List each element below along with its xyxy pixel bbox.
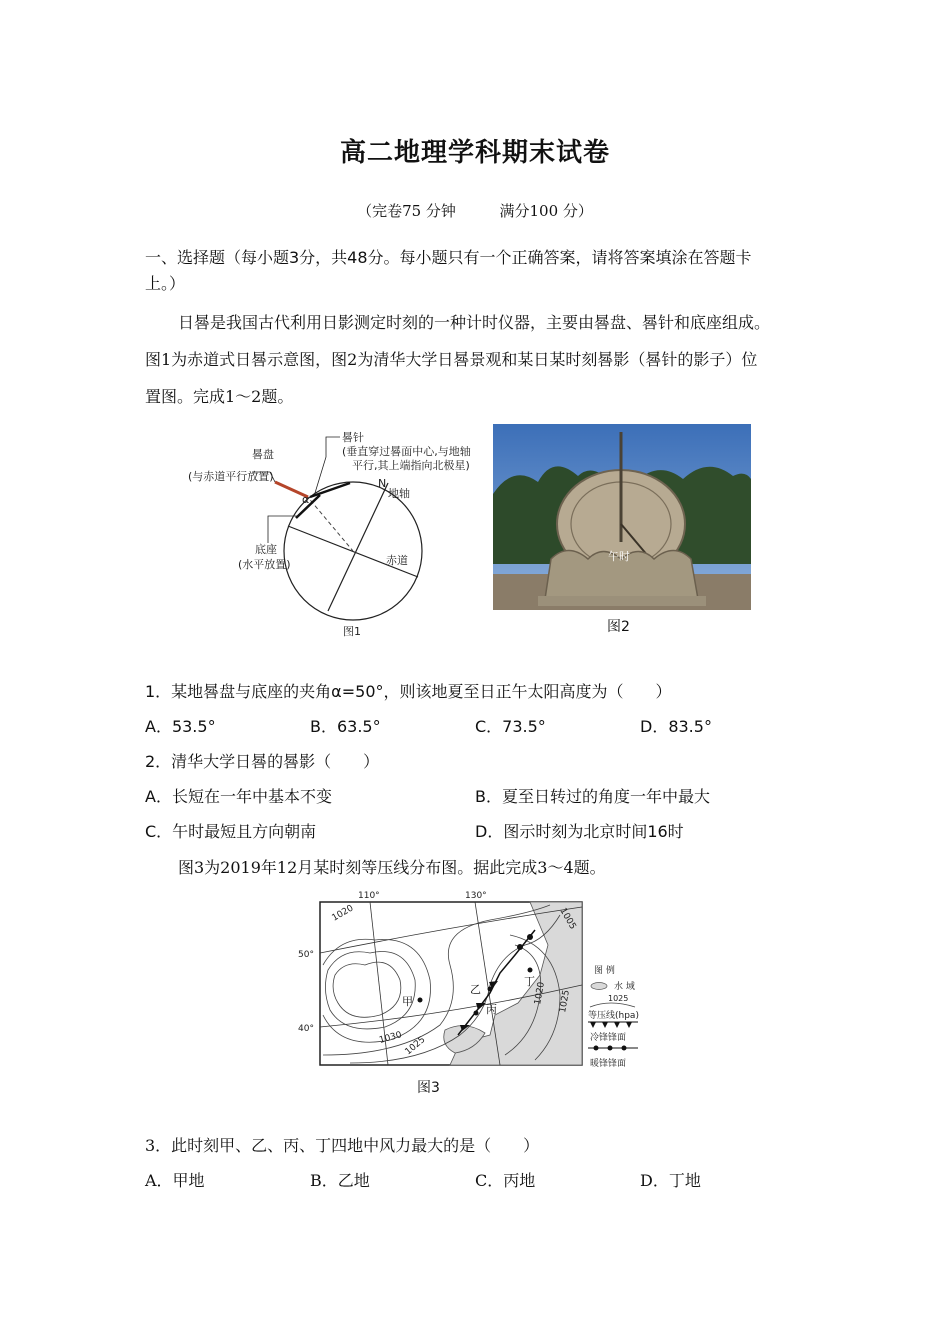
- isobar-1005: 1005: [557, 906, 578, 932]
- q1-option-c: C．73.5°: [475, 717, 546, 736]
- label-base-note: (水平放置): [238, 558, 291, 571]
- q2-option-c: C．午时最短且方向朝南: [145, 822, 317, 841]
- legend-isobar: 等压线(hpa): [588, 1011, 639, 1021]
- q2-option-b: B．夏至日转过的角度一年中最大: [475, 787, 710, 806]
- place-jia: 甲: [402, 995, 413, 1008]
- label-alpha: α: [302, 493, 310, 506]
- map-legend: [588, 964, 639, 1069]
- q2-stem: 2．清华大学日晷的晷影（ ）: [145, 752, 380, 771]
- lat-40: 40°: [298, 1024, 314, 1034]
- label-north: N: [378, 477, 387, 490]
- isobar-1025-east: 1025: [558, 989, 572, 1014]
- place-yi: 乙: [470, 983, 481, 996]
- q3-option-b: B．乙地: [310, 1171, 370, 1190]
- intro1-line3: 置图。完成1～2题。: [145, 387, 294, 406]
- exam-subtitle: [0, 200, 950, 221]
- q3-option-c: C．丙地: [475, 1171, 536, 1190]
- equator-line: [288, 526, 418, 577]
- page-title: 高二地理学科期末试卷: [339, 138, 610, 168]
- figure2-caption: 图2: [607, 619, 630, 635]
- q3-stem: 3．此时刻甲、乙、丙、丁四地中风力最大的是（ ）: [145, 1136, 540, 1155]
- section-heading-line2: 上。）: [145, 274, 186, 293]
- lon-130: 130°: [465, 891, 487, 901]
- exam-time: （完卷75 分钟: [357, 202, 456, 220]
- lat-50: 50°: [298, 950, 314, 960]
- q1-stem: 1．某地晷盘与底座的夹角α=50°，则该地夏至日正午太阳高度为（ ）: [145, 682, 672, 701]
- earth-axis-line: [328, 483, 388, 611]
- q1-option-b: B．63.5°: [310, 717, 381, 736]
- figure2-photo: [493, 424, 751, 610]
- place-ding: 丁: [524, 975, 535, 988]
- place-bing: 丙: [486, 1003, 497, 1016]
- q2-option-a: A．长短在一年中基本不变: [145, 787, 332, 806]
- legend-title: 图 例: [594, 966, 615, 976]
- figure1-diagram: [180, 425, 480, 645]
- figure1-caption: 图1: [343, 625, 361, 638]
- figure3-map: [290, 885, 650, 1075]
- isobar-1030: 1030: [378, 1030, 403, 1046]
- intro2: 图3为2019年12月某时刻等压线分布图。据此完成3～4题。: [178, 858, 606, 877]
- intro1-line2: 图1为赤道式日晷示意图，图2为清华大学日晷景观和某日某时刻晷影（晷针的影子）位: [145, 350, 758, 369]
- legend-isobar-value: 1025: [608, 994, 629, 1003]
- q3-option-a: A．甲地: [145, 1171, 205, 1190]
- label-needle-note1: (垂直穿过晷面中心,与地轴: [342, 445, 471, 458]
- label-needle: 晷针: [342, 431, 364, 444]
- legend-cold-front: 冷锋锋面: [590, 1033, 627, 1043]
- isobar-1020-east: 1020: [533, 981, 547, 1006]
- exam-score: 满分100 分）: [499, 202, 593, 220]
- q3-option-d: D．丁地: [640, 1171, 701, 1190]
- q1-option-a: A．53.5°: [145, 717, 216, 736]
- label-dial-note: (与赤道平行放置): [188, 470, 274, 483]
- q1-option-d: D．83.5°: [640, 717, 712, 736]
- label-dial: 晷盘: [252, 448, 274, 461]
- intro1-line1: 日晷是我国古代利用日影测定时刻的一种计时仪器，主要由晷盘、晷针和底座组成。: [178, 313, 771, 332]
- lon-110: 110°: [358, 891, 380, 901]
- label-base: 底座: [255, 543, 277, 556]
- isobar-1025-south: 1025: [403, 1034, 428, 1058]
- label-earth-axis: 地轴: [388, 487, 410, 500]
- section-heading-line1: 一、选择题（每小题3分，共48分。每小题只有一个正确答案，请将答案填涂在答题卡: [145, 248, 752, 267]
- legend-warm-front: 暖锋锋面: [590, 1059, 627, 1069]
- q2-option-d: D．图示时刻为北京时间16时: [475, 822, 684, 841]
- label-equator: 赤道: [386, 554, 408, 567]
- isobar-1020-west: 1020: [330, 903, 356, 924]
- photo-noon-label: 午时: [608, 550, 630, 563]
- label-needle-note2: 平行,其上端指向北极星): [352, 459, 470, 472]
- legend-water: 水 域: [614, 982, 635, 992]
- figure3-caption: 图3: [417, 1080, 440, 1096]
